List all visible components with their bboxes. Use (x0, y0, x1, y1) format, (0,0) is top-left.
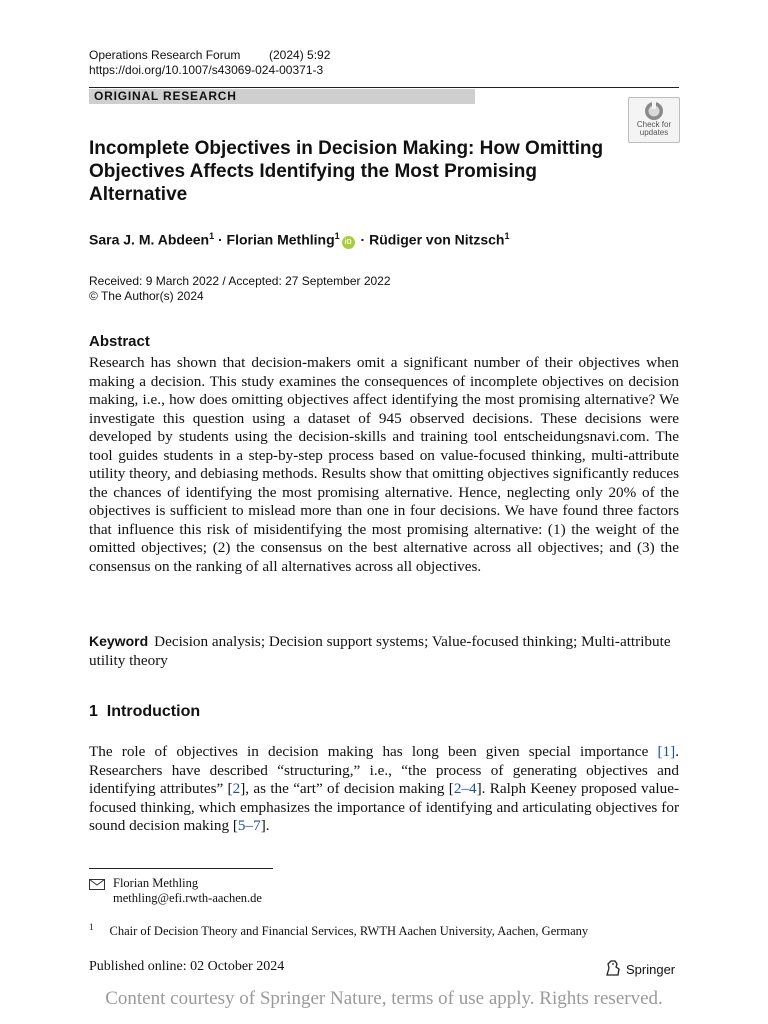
citation-link[interactable]: 2–4 (453, 780, 477, 797)
footnote-rule (89, 868, 273, 869)
affiliation-text: Chair of Decision Theory and Financial Services, RWTH Aachen University, Aachen, Germany (109, 924, 589, 939)
author-affiliation-mark: 1 (209, 231, 215, 241)
article-dates (89, 274, 391, 304)
check-text-line-1: Check for (636, 120, 672, 129)
affiliation-footnote (89, 920, 588, 939)
publisher-name: Springer (626, 962, 676, 977)
check-text-line-2: updates (639, 128, 669, 137)
envelope-icon (89, 879, 105, 890)
keyword-list: Decision analysis; Decision support systems; Value-focused thinking; Multi-attribute utility theory (89, 633, 671, 669)
introduction-paragraph (89, 743, 679, 836)
abstract-heading: Abstract (89, 333, 150, 350)
author-name[interactable]: Rüdiger von Nitzsch (369, 231, 505, 248)
author-name[interactable]: Florian Methling (226, 231, 335, 248)
section-title: Introduction (106, 703, 201, 720)
header-rule (89, 87, 679, 88)
orcid-icon[interactable]: iD (342, 236, 355, 249)
abstract-text: Research has shown that decision-makers omit a significant number of their objectives when making a decision. This study examines the consequences of incomplete objectives on decision making, i.e., how does omitting objectives affect identifying the most promising alternative? We investigate this question using a dataset of 945 observed decisions. These decisions were developed by students using the decision-skills and training tool entscheidungsnavi.com. The tool guides students in a step-by-step process based on value-focused thinking, multi-attribute utility theory, and debiasing methods. Results show that omitting objectives significantly reduces the chances of identifying the most promising alternative. Hence, neglecting only 20% of the objectives is sufficient to mislead more than one in four decisions. We have found three factors that influence this risk of misidentifying the most promising alternative: (1) the weight of the omitted objectives; (2) the consensus on the best alternative across all objectives; and (3) the consensus on the ranking of all alternatives across all objectives. (89, 354, 679, 575)
corresponding-name: Florian Methling (113, 876, 199, 890)
intro-text: ]. Ralph Keeney proposed value-focused thinking, which emphasizes the importance of identifying and articulating objectives for sound decision making [ (89, 780, 679, 834)
author-affiliation-mark: 1 (334, 231, 340, 241)
journal-name: Operations Research Forum (89, 48, 241, 62)
received-accepted: Received: 9 March 2022 / Accepted: 27 September 2022 (89, 274, 391, 288)
springer-logo (604, 959, 675, 977)
keywords (89, 632, 679, 670)
citation-link[interactable]: [1] (657, 743, 676, 760)
intro-text: . Researchers have described “structuring,” i.e., “the process of generating objectives and identifying attributes” [ (89, 743, 679, 797)
author-name[interactable]: Sara J. M. Abdeen (89, 231, 210, 248)
journal-info (89, 48, 330, 63)
keyword-label: Keyword (89, 633, 149, 649)
springer-horse-icon (604, 959, 622, 977)
check-updates-icon (643, 101, 665, 121)
section-heading-introduction (89, 703, 200, 721)
citation-link[interactable]: 5–7 (237, 817, 261, 834)
author-affiliation-mark: 1 (504, 231, 510, 241)
published-online: Published online: 02 October 2024 (89, 959, 285, 974)
check-for-updates-badge[interactable] (628, 97, 680, 143)
copyright: © The Author(s) 2024 (89, 289, 204, 303)
author-list: Sara J. M. Abdeen$^1$ · Florian Methling$^1$iD · Rüdiger von Nitzsch$^1$ (89, 231, 510, 248)
article-title: Incomplete Objectives in Decision Making: How Omitting Objectives Affects Identifying the Most Promising Alternative (89, 138, 604, 205)
affiliation-number: 1 (89, 922, 94, 932)
corresponding-author (89, 876, 198, 891)
courtesy-notice: Content courtesy of Springer Nature, terms of use apply. Rights reserved. (105, 988, 663, 1009)
corresponding-email[interactable]: methling@efi.rwth-aachen.de (113, 891, 262, 905)
doi-link[interactable]: https://doi.org/10.1007/s43069-024-00371-3 (89, 63, 324, 77)
journal-volume: (2024) 5:92 (269, 48, 331, 62)
article-type-banner: ORIGINAL RESEARCH (89, 89, 475, 104)
intro-text: ]. (260, 817, 270, 834)
intro-text: ], as the “art” of decision making [ (240, 780, 454, 797)
section-number: 1 (89, 703, 98, 720)
citation-link[interactable]: 2 (232, 780, 241, 797)
intro-text: The role of objectives in decision making has long been given special importance (89, 743, 658, 760)
